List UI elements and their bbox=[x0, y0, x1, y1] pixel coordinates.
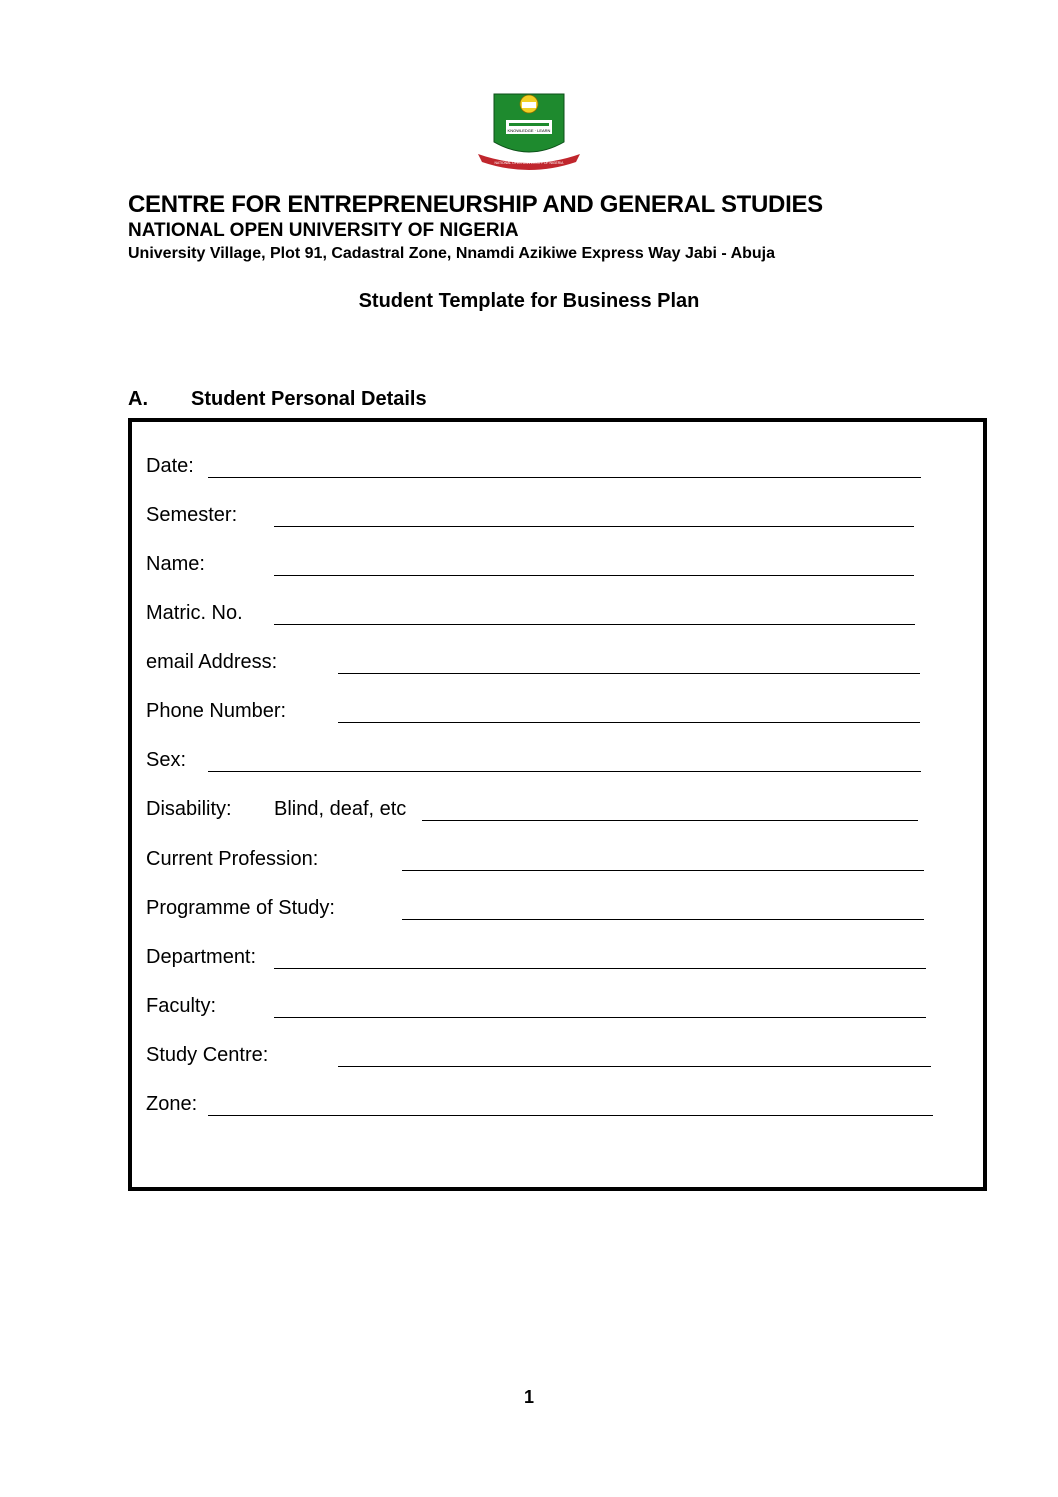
field-label: Matric. No. bbox=[146, 602, 243, 624]
field-zone bbox=[146, 1093, 946, 1119]
email-input-line[interactable] bbox=[338, 673, 920, 674]
centre-heading: CENTRE FOR ENTREPRENEURSHIP AND GENERAL STUDIES bbox=[128, 191, 823, 218]
university-logo bbox=[476, 92, 582, 170]
field-label: Current Profession: bbox=[146, 848, 319, 870]
date-input-line[interactable] bbox=[208, 477, 921, 478]
field-label: Sex: bbox=[146, 749, 187, 771]
name-input-line[interactable] bbox=[274, 575, 914, 576]
section-title: Student Personal Details bbox=[191, 388, 427, 410]
page-number: 1 bbox=[523, 1387, 534, 1407]
field-label: Name: bbox=[146, 553, 205, 575]
profession-input-line[interactable] bbox=[402, 870, 924, 871]
field-label: Programme of Study: bbox=[146, 897, 335, 919]
section-number: A. bbox=[128, 388, 148, 410]
field-semester bbox=[146, 504, 946, 530]
phone-input-line[interactable] bbox=[338, 722, 920, 723]
field-disability bbox=[146, 798, 946, 824]
field-label: Department: bbox=[146, 946, 257, 968]
university-name: NATIONAL OPEN UNIVERSITY OF NIGERIA bbox=[128, 220, 519, 241]
field-current-profession bbox=[146, 848, 946, 874]
field-label: Phone Number: bbox=[146, 700, 287, 722]
sex-input-line[interactable] bbox=[208, 771, 921, 772]
field-matric-no bbox=[146, 602, 946, 628]
field-label: Disability: bbox=[146, 798, 232, 820]
study-centre-input-line[interactable] bbox=[338, 1066, 931, 1067]
matric-no-input-line[interactable] bbox=[274, 624, 915, 625]
university-address: University Village, Plot 91, Cadastral Zone, Nnamdi Azikiwe Express Way Jabi - Abuja bbox=[128, 245, 776, 262]
field-label: Date: bbox=[146, 455, 194, 477]
field-department bbox=[146, 946, 946, 972]
field-phone bbox=[146, 700, 946, 726]
field-label: email Address: bbox=[146, 651, 278, 673]
field-email bbox=[146, 651, 946, 677]
disability-hint: Blind, deaf, etc bbox=[274, 798, 407, 820]
logo-ribbon-text: NATIONAL OPEN UNIVERSITY OF NIGERIA bbox=[494, 161, 564, 165]
zone-input-line[interactable] bbox=[208, 1115, 933, 1116]
field-date bbox=[146, 455, 946, 481]
field-label: Study Centre: bbox=[146, 1044, 269, 1066]
faculty-input-line[interactable] bbox=[274, 1017, 926, 1018]
field-study-centre bbox=[146, 1044, 946, 1070]
disability-input-line[interactable] bbox=[422, 820, 918, 821]
department-input-line[interactable] bbox=[274, 968, 926, 969]
logo-motto: KNOWLEDGE · LEARN bbox=[507, 128, 551, 133]
field-sex bbox=[146, 749, 946, 775]
semester-input-line[interactable] bbox=[274, 526, 914, 527]
field-programme bbox=[146, 897, 946, 923]
field-label: Faculty: bbox=[146, 995, 217, 1017]
field-label: Zone: bbox=[146, 1093, 198, 1115]
field-label: Semester: bbox=[146, 504, 238, 526]
document-title: Student Template for Business Plan bbox=[358, 290, 700, 312]
field-faculty bbox=[146, 995, 946, 1021]
field-name bbox=[146, 553, 946, 579]
programme-input-line[interactable] bbox=[402, 919, 924, 920]
